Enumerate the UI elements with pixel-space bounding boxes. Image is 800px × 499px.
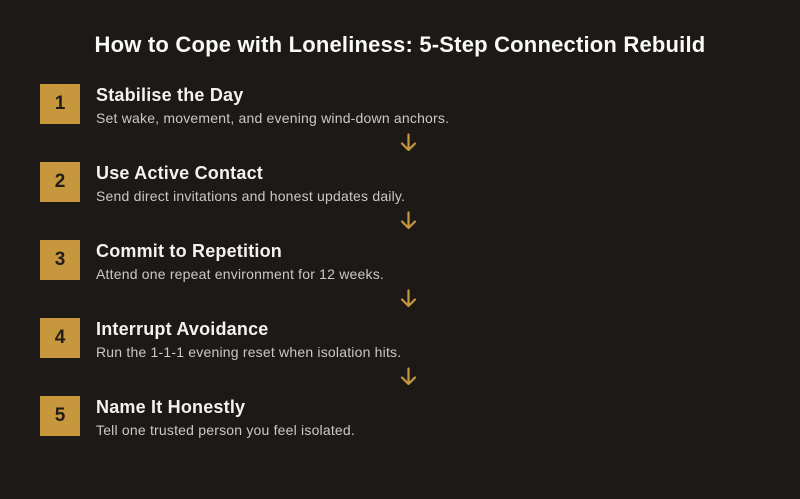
step-description: Send direct invitations and honest updates daily. [96,188,406,204]
step-title: Name It Honestly [96,397,246,417]
step-title: Use Active Contact [96,163,263,183]
step-description: Attend one repeat environment for 12 weeks. [96,266,384,282]
step-text [96,396,355,439]
step-item-5 [40,396,776,436]
down-arrow-icon [400,289,417,309]
step-connector [40,124,776,162]
step-title: Commit to Repetition [96,241,282,261]
step-text [96,318,401,361]
step-number-badge [40,162,80,202]
step-item-3 [40,240,776,280]
step-item-1 [40,84,776,124]
step-connector [40,358,776,396]
step-connector [40,280,776,318]
step-number: 1 [54,93,66,114]
step-number-badge [40,84,80,124]
step-number: 3 [54,249,66,270]
step-number: 4 [54,327,66,348]
step-number-badge [40,240,80,280]
step-text [96,84,449,127]
step-title: Stabilise the Day [96,85,244,105]
step-number-badge [40,396,80,436]
step-connector [40,202,776,240]
step-title: Interrupt Avoidance [96,319,269,339]
step-description: Tell one trusted person you feel isolated. [96,422,355,438]
page-title: How to Cope with Loneliness: 5-Step Connection Rebuild [94,32,706,57]
step-number: 2 [54,171,66,192]
step-text [96,162,405,205]
step-description: Set wake, movement, and evening wind-down anchors. [96,110,450,126]
down-arrow-icon [400,211,417,231]
step-item-2 [40,162,776,202]
step-description: Run the 1-1-1 evening reset when isolation hits. [96,344,402,360]
down-arrow-icon [400,367,417,387]
down-arrow-icon [400,133,417,153]
step-number-badge [40,318,80,358]
steps-list [40,84,776,436]
step-item-4 [40,318,776,358]
step-text [96,240,384,283]
step-number: 5 [54,405,66,426]
